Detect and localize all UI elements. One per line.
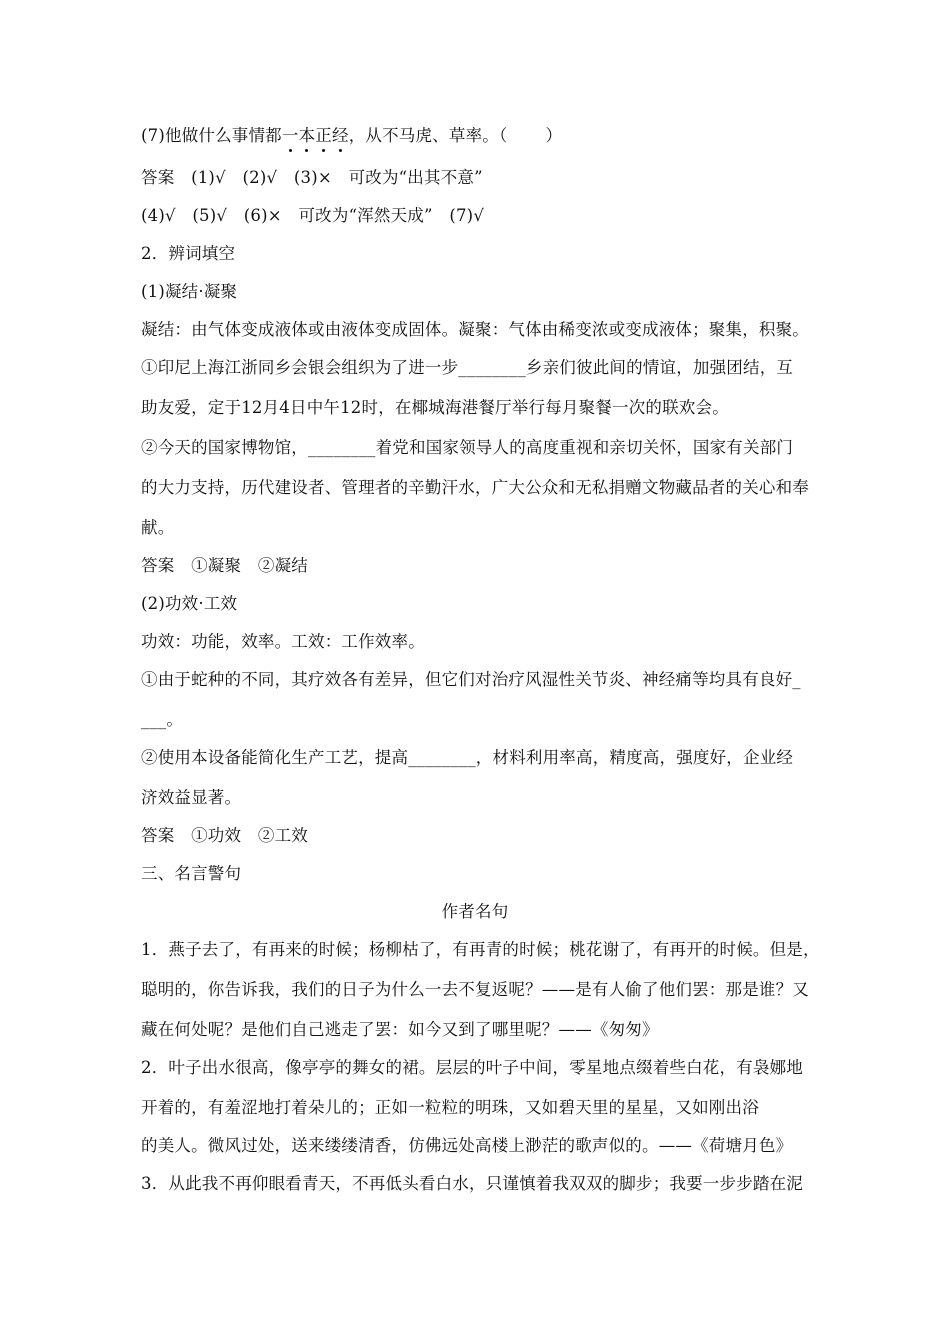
subsection-heading: (1)凝结·凝聚 [141, 282, 238, 301]
quote-text: 藏在何处呢？是他们自己逃走了罢：如今又到了哪里呢？——《匆匆》 [141, 1020, 659, 1039]
exercise-sentence: 献。 [141, 518, 175, 537]
emphasis-char: 经 [331, 126, 349, 145]
question-7-text: (7)他做什么事情都 [141, 126, 282, 145]
question-7-close: ） [545, 126, 563, 145]
definition-text: 功效：功能，效率。工效：工作效率。 [141, 632, 425, 651]
section-subtitle: 作者名句 [441, 902, 509, 921]
answer-line: 答案 (1)√ (2)√ (3)× 可改为“出其不意” [141, 168, 483, 187]
quote-text: 3．从此我不再仰眼看青天，不再低头看白水，只谨慎着我双双的脚步；我要一步步踏在泥 [141, 1174, 803, 1193]
quote-text: 的美人。微风过处，送来缕缕清香，仿佛远处高楼上渺茫的歌声似的。——《荷塘月色》 [141, 1136, 793, 1155]
answer-line: 答案 ①功效 ②工效 [141, 826, 308, 845]
emphasis-char: 本 [298, 126, 316, 145]
answer-line: (4)√ (5)√ (6)× 可改为“浑然天成” (7)√ [141, 206, 485, 225]
exercise-sentence: ___。 [141, 710, 184, 729]
subsection-heading: (2)功效·工效 [141, 594, 238, 613]
section-heading: 2．辨词填空 [141, 244, 236, 263]
exercise-sentence: ②使用本设备能简化生产工艺，提高________，材料利用率高，精度高，强度好，企业经 [141, 748, 794, 767]
quote-text: 2．叶子出水很高，像亭亭的舞女的裙。层层的叶子中间，零星地点缀着些白花，有袅娜地 [141, 1058, 803, 1077]
quote-text: 聪明的，你告诉我，我们的日子为什么一去不复返呢？——是有人偷了他们罢：那是谁？又 [141, 980, 809, 999]
question-7 [141, 125, 562, 147]
quote-text: 开着的，有羞涩地打着朵儿的；正如一粒粒的明珠，又如碧天里的星星，又如刚出浴 [141, 1098, 759, 1117]
exercise-sentence: 的大力支持，历代建设者、管理者的辛勤汗水，广大公众和无私捐赠文物藏品者的关心和奉 [141, 478, 809, 497]
emphasis-char: 正 [315, 126, 332, 145]
exercise-sentence: ①印尼上海江浙同乡会银会组织为了进一步________乡亲们彼此间的情谊，加强团结，互 [141, 358, 794, 377]
exercise-sentence: 助友爱，定于12月4日中午12时，在椰城海港餐厅举行每月聚餐一次的联欢会。 [141, 398, 729, 417]
quote-text: 1．燕子去了，有再来的时候；杨柳枯了，有再青的时候；桃花谢了，有再开的时候。但是， [141, 940, 820, 959]
section-heading: 三、名言警句 [141, 864, 242, 883]
exercise-sentence: ①由于蛇种的不同，其疗效各有差异，但它们对治疗风湿性关节炎、神经痛等均具有良好_ [141, 670, 801, 689]
answer-line: 答案 ①凝聚 ②凝结 [141, 556, 308, 575]
exercise-sentence: ②今天的国家博物馆，________着党和国家领导人的高度重视和亲切关怀，国家有关部门 [141, 438, 794, 457]
question-7-text-after: ，从不马虎、草率。（ [348, 126, 508, 145]
emphasis-char: 一 [281, 126, 299, 145]
definition-text: 凝结：由气体变成液体或由液体变成固体。凝聚：气体由稀变浓或变成液体；聚集，积聚。 [141, 320, 809, 339]
exercise-sentence: 济效益显著。 [141, 788, 242, 807]
